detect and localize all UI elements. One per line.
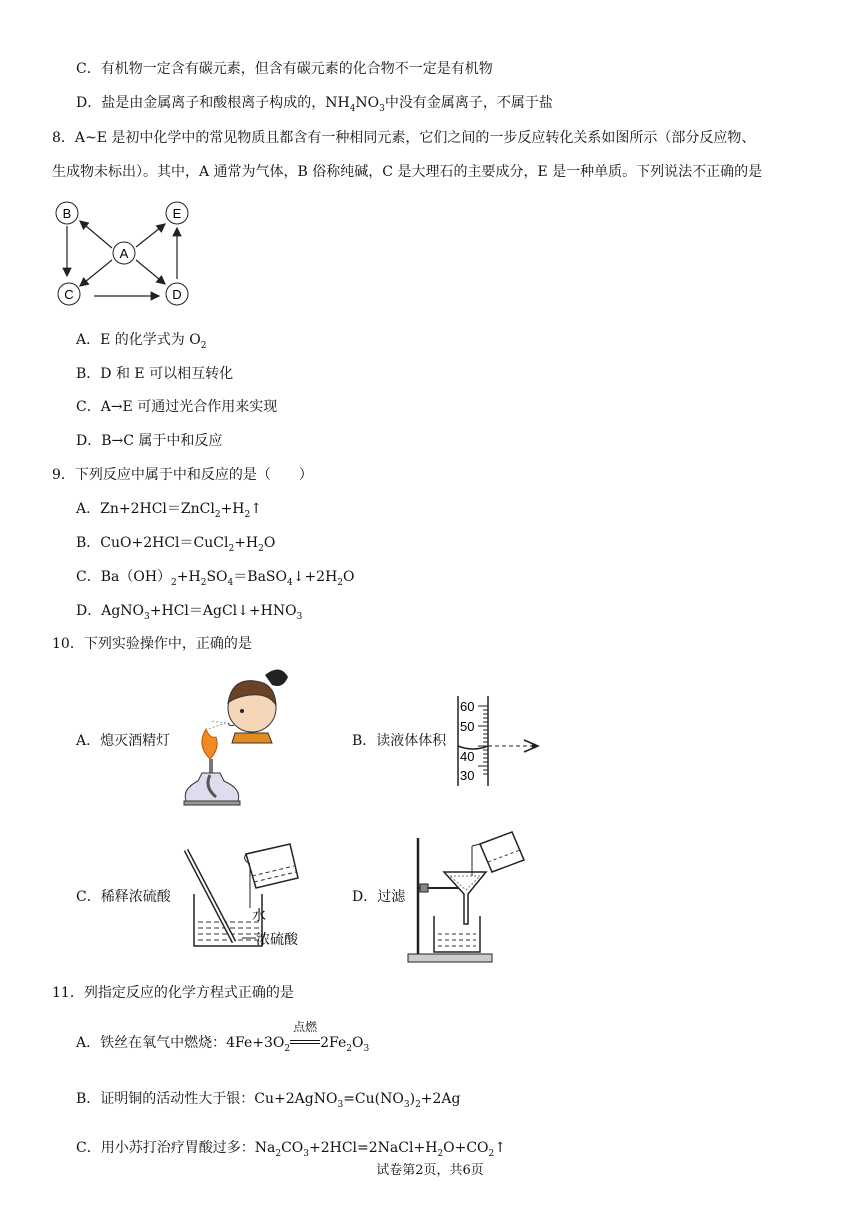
q10-stem: 10．下列实验操作中，正确的是	[52, 636, 252, 652]
node-d	[166, 283, 188, 305]
svg-text:水: 水	[252, 907, 266, 923]
q8-stem-line1: 8．A~E 是初中化学中的常见物质且都含有一种相同元素，它们之间的一步反应转化关系如图所示（部分反应物、	[52, 130, 756, 146]
q9-option-b: B．$CuO+2HCl=CuCl_2+H_2O$	[76, 535, 276, 554]
node-b	[56, 202, 78, 224]
q8-option-d: D．B→C 属于中和反应	[76, 433, 223, 449]
q10-option-a: A．熄灭酒精灯	[76, 733, 171, 749]
svg-text:E: E	[172, 206, 182, 221]
node-a	[113, 242, 135, 264]
svg-text:60: 60	[460, 699, 475, 714]
q11-option-a: A．铁丝在氧气中燃烧：$4Fe+3O_2$ 点燃 $2Fe_2O_3$	[76, 1020, 370, 1054]
q8-option-c: C．A→E 可通过光合作用来实现	[76, 399, 278, 415]
svg-text:40: 40	[460, 749, 475, 764]
q7-option-c: C．有机物一定含有碳元素，但含有碳元素的化合物不一定是有机物	[76, 61, 493, 77]
q10-option-c: C．稀释浓硫酸	[76, 889, 171, 905]
q10-option-b: B．读液体体积	[352, 733, 447, 749]
q8-diagram	[50, 196, 200, 312]
node-c	[58, 283, 80, 305]
q8-stem-line2: 生成物未标出）。其中，A 通常为气体，B 俗称纯碱，C 是大理石的主要成分，E 是一种单质。下列说法不正确的是	[52, 164, 763, 180]
q11-option-c: C．用小苏打治疗胃酸过多：$Na_2CO_3+2HCl=2NaCl+H_2O+CO_2↑$	[76, 1140, 507, 1159]
q9-option-c: C．$Ba(OH)_2+H_2SO_4=BaSO_4↓+2H_2O$	[76, 569, 355, 588]
q7-option-d: D．盐是由金属离子和酸根离子构成的，$NH_4NO_3$中没有金属离子，不属于盐	[76, 95, 553, 114]
node-e	[166, 202, 188, 224]
q10-option-d: D．过滤	[352, 889, 406, 905]
filtration-figure	[400, 828, 530, 964]
q9-option-d: D．$AgNO_3+HCl=AgCl↓+HNO_3$	[76, 603, 303, 622]
svg-text:浓硫酸: 浓硫酸	[256, 931, 298, 947]
graduated-cylinder-figure	[452, 694, 547, 788]
svg-text:B: B	[62, 206, 72, 221]
svg-text:A: A	[119, 246, 129, 261]
q8-option-b: B．D 和 E 可以相互转化	[76, 366, 234, 382]
svg-text:C: C	[64, 287, 74, 302]
svg-text:30: 30	[460, 768, 475, 783]
svg-text:D: D	[172, 287, 182, 302]
svg-text:50: 50	[460, 719, 475, 734]
alcohol-lamp-blowing-figure	[180, 663, 305, 813]
q8-option-a: A．E 的化学式为 $O_2$	[76, 332, 207, 351]
q9-stem: 9．下列反应中属于中和反应的是（ ）	[52, 467, 313, 483]
page-footer: 试卷第2页，共6页	[376, 1163, 484, 1178]
q9-option-a: A．$Zn+2HCl=ZnCl_2+H_2↑$	[76, 501, 262, 520]
dilute-acid-figure	[180, 842, 310, 952]
q11-stem: 11．列指定反应的化学方程式正确的是	[52, 985, 294, 1001]
q11-option-b: B．证明铜的活动性大于银：$Cu+2AgNO_3=Cu(NO_3)_2+2Ag$	[76, 1091, 461, 1110]
